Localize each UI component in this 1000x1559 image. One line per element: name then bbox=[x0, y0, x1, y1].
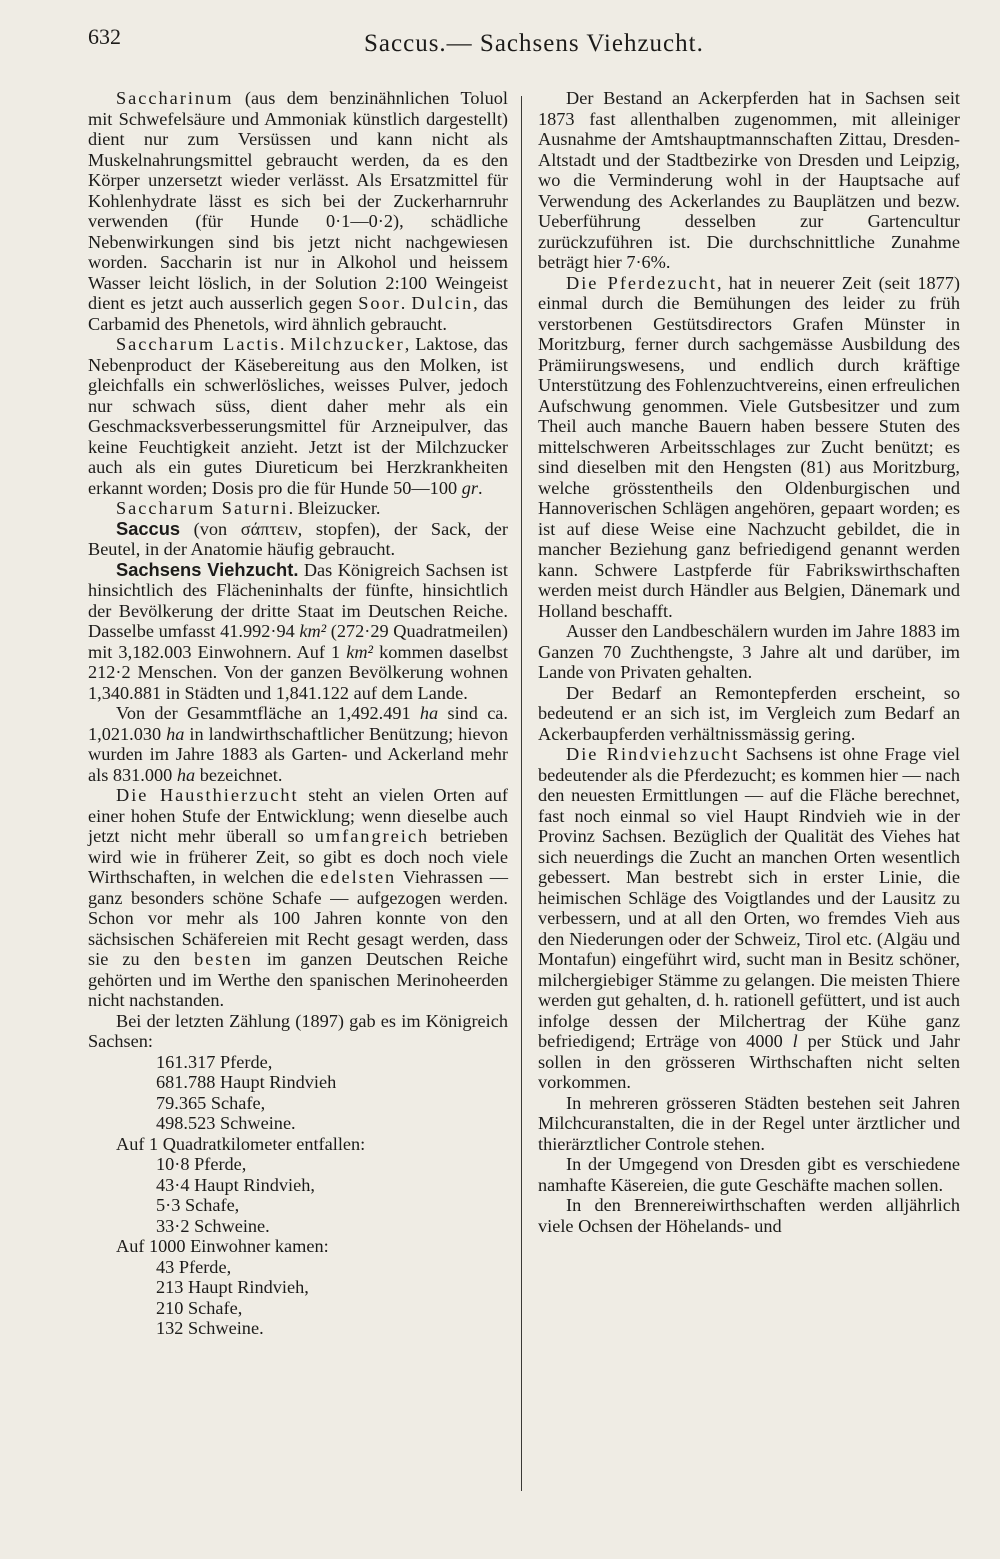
entry-text: . bbox=[400, 293, 412, 313]
page-number: 632 bbox=[88, 24, 121, 49]
entry-saccharum-lactis bbox=[88, 334, 508, 498]
paragraph-ackerpferde: Der Bestand an Ackerpferden hat in Sachsen seit 1873 fast allenthalben zugenommen, mit alleiniger Ausnahme der Amtshauptmannschaften Zittau, Dresden-Altstadt und der Stadtbezirke von Dresden und Leipzig, wo die Verminderung wohl in der Hauptsache auf Verwendung des Ackerlandes zu Bauplätzen und bezw. Ueberführung desselben zur Gartencultur zurückzuführen ist. Die durchschnittliche Zunahme beträgt hier 7·6%. bbox=[538, 88, 960, 272]
entry-text: (272·29 Quadratmeilen) mit 3,182.003 Einwohnern. Auf 1 bbox=[88, 621, 508, 662]
entry-text: Sachsens ist ohne Frage viel bedeutender als die Pferdezucht; es kommen hier — nach den neuesten Ermittlungen — auf die Fläche berechnet, fast noch einmal so viel Haupt Rindvieh wie in der Provinz Sachsen. Bezüglich der Qualität des Viehes hat sich neuerdings die Zucht an manchen Orten wesentlich gebessert. Man bestrebt sich in erster Linie, die heimischen Schläge des Voigtlandes und der Lausitz zu verbessern, und at all den Orten, wo fremdes Vieh aus den Niederungen oder der Schweiz, Tirol etc. (Algäu und Montafun) eingeführt wird, sucht man in Besitz schöner, milchergiebiger Stämme zu gelangen. Die meisten Thiere werden gut gehalten, d. h. rationell gefüttert, und ist auch infolge dessen der Milchertrag der Kühe ganz befriedigend; Erträge von 4000 bbox=[538, 744, 960, 1051]
paragraph-rindviehzucht bbox=[538, 744, 960, 1093]
per-1000-item: 132 Schweine. bbox=[156, 1318, 264, 1338]
per-1000-item: 210 Schafe, bbox=[156, 1297, 243, 1318]
entry-text: in landwirthschaftlicher Benützung; hievon wurden im Jahre 1883 als Garten- und Ackerland mehr als 831.000 bbox=[88, 723, 508, 785]
emphasis-edelsten: edelsten bbox=[320, 867, 397, 887]
term-milchzucker: Milchzucker bbox=[290, 334, 405, 354]
entry-saccharinum bbox=[88, 88, 508, 334]
paragraph-gesammtflaeche bbox=[88, 703, 508, 785]
term-saccus: Saccus bbox=[116, 517, 181, 539]
left-column bbox=[88, 88, 508, 1339]
term-sachsens-viehzucht: Sachsens Viehzucht. bbox=[116, 558, 299, 580]
paragraph-brennereiwirthschaften: In den Brennereiwirthschaften werden alljährlich viele Ochsen der Höhelands- und bbox=[538, 1195, 960, 1236]
per-qkm-intro: Auf 1 Quadratkilometer entfallen: bbox=[116, 1133, 366, 1154]
term-soor: Soor bbox=[358, 293, 401, 313]
entry-text: , das Carbamid des Phenetols, wird ähnlich gebraucht. bbox=[88, 293, 508, 334]
entry-text: Von der Gesammtfläche an 1,492.491 bbox=[116, 703, 420, 723]
unit-liter: l bbox=[792, 1031, 798, 1051]
entry-text: Viehrassen — ganz besonders schöne Schafe — aufgezogen werden. Schon vor mehr als 100 Jahren konnte von den sächsischen Schäfereien mit Recht gesagt werden, dass sie zu den bbox=[88, 867, 509, 969]
per-1000-intro: Auf 1000 Einwohner kamen: bbox=[116, 1236, 329, 1256]
census-item: 498.523 Schweine. bbox=[156, 1113, 296, 1133]
census-item: 79.365 Schafe, bbox=[156, 1092, 266, 1113]
entry-text: steht an vielen Orten auf einer hohen Stufe der Entwicklung; wenn dieselbe auch jetzt nicht mehr überall so bbox=[88, 785, 508, 846]
unit-ha: ha bbox=[176, 764, 196, 785]
entry-text: kommen daselbst 212·2 Menschen. Von der ganzen Bevölkerung wohnen 1,340.881 in Städten und 1,841.122 auf dem Lande. bbox=[88, 641, 508, 703]
per-1000-item: 43 Pferde, bbox=[156, 1256, 232, 1277]
entry-text: Das Königreich Sachsen ist hinsichtlich des Flächeninhalts der fünfte, hinsichtlich der Bevölkerung der dritte Staat im Deutschen Reiche. Dasselbe umfasst 41.992·94 bbox=[88, 559, 508, 641]
entry-saccharum-saturni bbox=[88, 498, 508, 519]
per-qkm-item: 10·8 Pferde, bbox=[156, 1154, 247, 1174]
term-rindviehzucht: Die Rindviehzucht bbox=[566, 744, 740, 764]
running-title: Saccus.— Sachsens Viehzucht. bbox=[364, 30, 704, 57]
entry-text: , Laktose, das Nebenproduct der Käsebereitung aus den Molken, ist gleichfalls ein schwerlösliches, weisses Pulver, jedoch nur schwach süss, dient daher mehr als ein Geschmacksverbesserungsmittel für Arzneipulver, das keine Feuchtigkeit anzieht. Jetzt ist der Milchzucker auch als ein gutes Diureticum bei Herzkrankheiten erkannt worden; Dosis pro die für Hunde 50—100 bbox=[88, 334, 508, 498]
term-saccharinum: Saccharinum bbox=[116, 88, 234, 108]
paragraph-zuchthengste: Ausser den Landbeschälern wurden im Jahre 1883 im Ganzen 70 Zuchthengste, 3 Jahre alt und darüber, im Lande von Privaten gehalten. bbox=[538, 621, 960, 682]
unit-gr: gr bbox=[461, 477, 478, 498]
emphasis-umfangreich: umfangreich bbox=[314, 826, 430, 846]
census-intro: Bei der letzten Zählung (1897) gab es im Königreich Sachsen: bbox=[88, 1010, 508, 1051]
per-qkm-item: 43·4 Haupt Rindvieh, bbox=[156, 1174, 315, 1195]
per-qkm-item: 33·2 Schweine. bbox=[156, 1215, 270, 1236]
term-dulcin: Dulcin bbox=[411, 293, 474, 313]
entry-text: (aus dem benzinähnlichen Toluol mit Schwefelsäure und Ammoniak künstlich dargestellt) dient nur zum Versüssen und kann nicht als Muskelnahrungsmittel gebraucht werden, da es den Körper unzersetzt wieder verlässt. Als Ersatzmittel für Kohlenhydrate lässt es sich bei der Zuckerharnruhr verwenden (für Hunde 0·1—0·2), schädliche Nebenwirkungen sind bis jetzt nicht nachgewiesen worden. Saccharin ist nur in Alkohol und heissem Wasser leicht löslich, in der Solution 2:100 Weingeist dient es jetzt auch ausserlich gegen bbox=[88, 88, 508, 313]
paragraph-remontepferde: Der Bedarf an Remontepferden erscheint, so bedeutend er an sich ist, im Vergleich zum Bedarf an Ackerbaupferden verhältnissmässig gering. bbox=[538, 682, 960, 744]
entry-text: bezeichnet. bbox=[195, 764, 283, 785]
term-pferdezucht: Die Pferdezucht bbox=[566, 272, 717, 293]
census-item: 681.788 Haupt Rindvieh bbox=[156, 1072, 337, 1092]
entry-saccus bbox=[88, 519, 508, 560]
entry-text: im ganzen Deutschen Reiche gehörten und im Werthe den spanischen Merinoheerden nicht nachstanden. bbox=[88, 949, 508, 1010]
column-divider bbox=[521, 96, 522, 1491]
per-qkm-list bbox=[88, 1154, 508, 1236]
census-item: 161.317 Pferde, bbox=[156, 1051, 273, 1072]
unit-ha: ha bbox=[166, 723, 185, 744]
term-hausthierzucht: Die Hausthierzucht bbox=[116, 785, 299, 805]
paragraph-milchcuranstalten: In mehreren grösseren Städten bestehen seit Jahren Milchcuranstalten, die in der Regel unter ärztlicher und thierärztlicher Controle stehen. bbox=[538, 1092, 960, 1154]
term-saccharum-saturni: Saccharum Saturni bbox=[116, 498, 289, 518]
entry-text: betrieben wird wie in früherer Zeit, so gibt es doch noch viele Wirthschaften, in welchen die bbox=[88, 826, 508, 887]
emphasis-besten: besten bbox=[194, 949, 253, 969]
paragraph-pferdezucht bbox=[538, 273, 960, 622]
entry-text: per Stück und Jahr sollen in den grösseren Wirthschaften nicht selten vorkommen. bbox=[538, 1031, 960, 1092]
per-1000-list bbox=[88, 1257, 508, 1339]
term-saccharum-lactis: Saccharum Lactis bbox=[116, 334, 280, 354]
per-1000-item: 213 Haupt Rindvieh, bbox=[156, 1277, 309, 1297]
entry-text: . Bleizucker. bbox=[288, 498, 381, 518]
paragraph-kaesereien: In der Umgegend von Dresden gibt es verschiedene namhafte Käsereien, die gute Geschäfte machen sollen. bbox=[538, 1154, 960, 1195]
per-qkm-item: 5·3 Schafe, bbox=[156, 1195, 240, 1215]
entry-text: . bbox=[477, 477, 483, 498]
entry-sachsens-viehzucht bbox=[88, 560, 508, 704]
entry-text: (von σάπτειν, stopfen), der Sack, der Beutel, in der Anatomie häufig gebraucht. bbox=[88, 518, 508, 559]
right-column bbox=[538, 88, 960, 1236]
paragraph-hausthierzucht bbox=[88, 785, 508, 1011]
entry-text: , hat in neuerer Zeit (seit 1877) einmal durch die Bemühungen des leider zu früh verstorbenen Gestütsdirectors Grafen Münster in Moritzburg, ferner durch sachgemässe Ausbildung des Prämiirungswesens, und endlich durch kräftige Unterstützung des Fohlenzuchtvereins, einen erfreulichen Aufschwung genommen. Viele Gutsbesitzer und zum Theil auch manche Bauern haben bessere Stuten des mittelschweren Arbeitsschlages zur Zucht benützt; es sind dieselben mit den Hengsten (81) aus Moritzburg, welche grösstentheils den Oldenburgischen und Hannoverischen Schlägen angehören, gepaart worden; es ist auf diese Weise eine Nachzucht gebildet, die in mancher Beziehung ganz befriedigend genannt werden kann. Schwere Lastpferde für Fabrikswirthschaften werden meist durch Händler aus Belgien, Dänemark und Holland beschafft. bbox=[538, 272, 960, 621]
unit-ha: ha bbox=[419, 703, 439, 723]
entry-text: . bbox=[279, 334, 291, 354]
census-list bbox=[88, 1052, 508, 1134]
entry-text: sind ca. 1,021.030 bbox=[88, 703, 508, 744]
unit-km2: km² bbox=[346, 641, 374, 662]
unit-km2: km² bbox=[299, 621, 327, 641]
